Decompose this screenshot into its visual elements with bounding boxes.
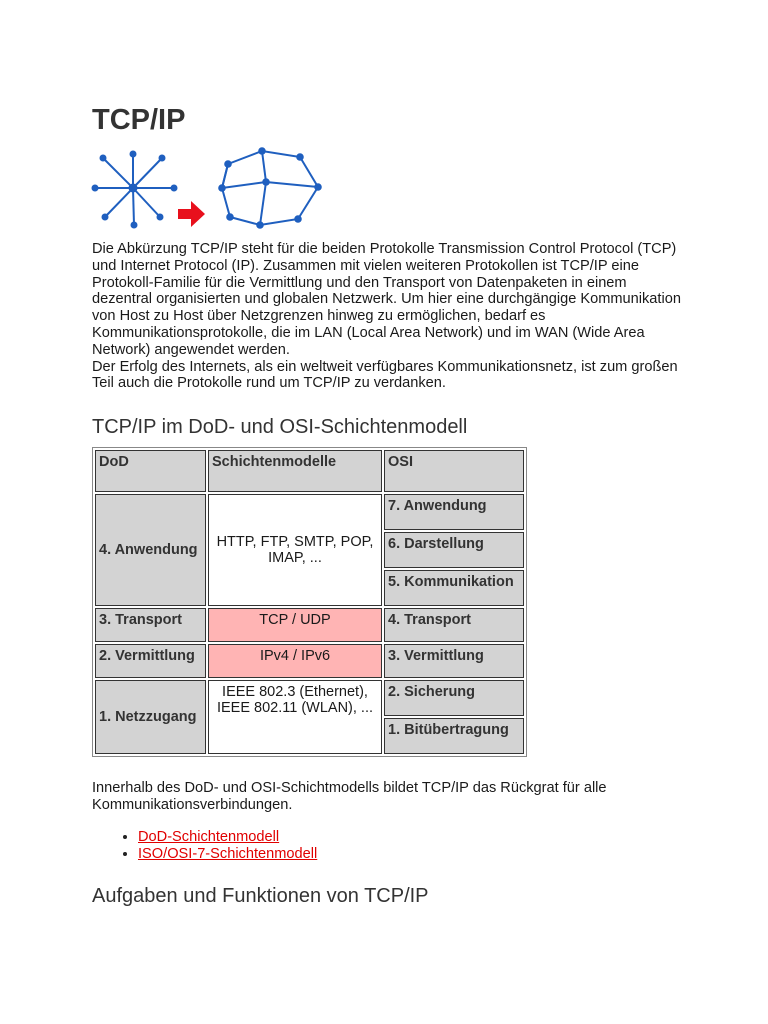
osi-layer-6: 6. Darstellung [384, 532, 524, 568]
osi-layer-3: 3. Vermittlung [384, 644, 524, 678]
list-item [138, 846, 317, 863]
arrow-right-icon [178, 201, 205, 227]
osi-layer-5: 5. Kommunikation [384, 570, 524, 606]
dod-network: 2. Vermittlung [95, 644, 206, 678]
models-transport: TCP / UDP [208, 608, 382, 642]
intro-paragraph-1: Die Abkürzung TCP/IP steht für die beiden Protokolle Transmission Control Protocol (TCP) und Internet Protocol (IP). Zusammen mit vielen weiteren Protokollen ist TCP/IP eine Protokoll-Familie für die Vermittlung und den Transport von Datenpaketen in einem dezentral organisierten und globalen Netzwerk. Um hier eine durchgängige Kommunikation von Host zu Host über Netzgrenzen hinweg zu ermöglichen, bedarf es Kommunikationsprotokolle, die im LAN (Local Area Network) und im WAN (Wide Area Network) angewendet werden. [92, 241, 681, 358]
star-to-mesh-network-icon [88, 145, 328, 240]
models-access: IEEE 802.3 (Ethernet), IEEE 802.11 (WLAN), ... [208, 680, 382, 754]
list-item [138, 829, 317, 846]
link-osi-model[interactable]: ISO/OSI-7-Schichtenmodell [138, 846, 318, 862]
dod-application: 4. Anwendung [95, 494, 206, 606]
models-application: HTTP, FTP, SMTP, POP, IMAP, ... [208, 494, 382, 606]
table-row [95, 680, 524, 716]
intro-paragraph-2: Der Erfolg des Internets, als ein weltweit verfügbares Kommunikationsnetz, ist zum großen Teil auch die Protokolle rund um TCP/IP zu verdanken. [92, 358, 678, 392]
intro-text [92, 241, 682, 392]
related-links-list [92, 829, 317, 863]
header-dod: DoD [95, 450, 206, 492]
dod-transport: 3. Transport [95, 608, 206, 642]
osi-layer-7: 7. Anwendung [384, 494, 524, 530]
dod-access: 1. Netzzugang [95, 680, 206, 754]
section-heading-tasks: Aufgaben und Funktionen von TCP/IP [92, 885, 429, 907]
table-header-row [95, 450, 524, 492]
table-row [95, 494, 524, 530]
header-osi: OSI [384, 450, 524, 492]
table-row [95, 608, 524, 642]
section-heading-layer-models: TCP/IP im DoD- und OSI-Schichtenmodell [92, 416, 468, 438]
layer-model-table [92, 447, 527, 757]
osi-layer-2: 2. Sicherung [384, 680, 524, 716]
link-dod-model[interactable]: DoD-Schichtenmodell [138, 829, 280, 845]
after-table-text: Innerhalb des DoD- und OSI-Schichtmodells bildet TCP/IP das Rückgrat für alle Kommunikationsverbindungen. [92, 780, 607, 813]
header-models: Schichtenmodelle [208, 450, 382, 492]
osi-layer-1: 1. Bitübertragung [384, 718, 524, 754]
osi-layer-4: 4. Transport [384, 608, 524, 642]
table-row [95, 644, 524, 678]
mesh-network-icon [222, 151, 318, 225]
page-title: TCP/IP [92, 104, 186, 136]
models-network: IPv4 / IPv6 [208, 644, 382, 678]
